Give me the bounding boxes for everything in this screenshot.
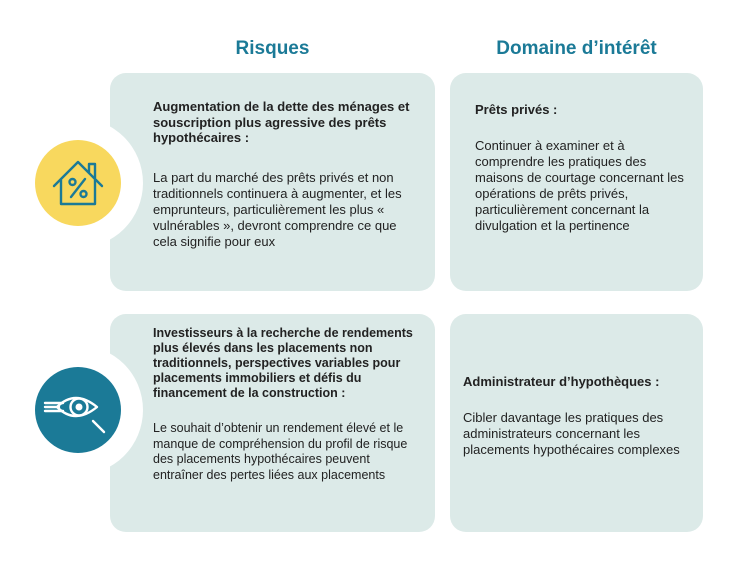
risks-column-header: Risques bbox=[235, 38, 310, 59]
focus-card-2 bbox=[450, 314, 703, 532]
house-percent-icon bbox=[35, 140, 121, 226]
risk-card-1 bbox=[110, 73, 435, 291]
focus-column-header: Domaine d’intérêt bbox=[496, 38, 657, 59]
focus-card-1 bbox=[450, 73, 703, 291]
focus-1-body: Continuer à examiner et à comprendre les pratiques des maisons de courtage concernant les opérations de prêts privés, particulièrement concernant la divulgation et la pertinence bbox=[475, 137, 684, 233]
risk-2-body: Le souhait d’obtenir un rendement élevé et le manque de compréhension du profil de risque des placements hypothécaires peuvent entraîner des pertes liées aux placements bbox=[153, 421, 408, 482]
focus-2-body: Cibler davantage les pratiques des administrateurs concernant les placements hypothécaires complexes bbox=[463, 409, 680, 457]
focus-2-title: Administrateur d’hypothèques : bbox=[463, 374, 660, 389]
risk-1-body: La part du marché des prêts privés et non traditionnels continuera à augmenter, et les emprunteurs, particulièrement les plus « vulnérables », devront comprendre ce que cela signifie pour eux bbox=[153, 169, 402, 249]
eye-magnifier-icon bbox=[35, 367, 121, 453]
risk-card-2 bbox=[110, 314, 435, 532]
risk-2-title: Investisseurs à la recherche de rendements plus élevés dans les placements non traditionnels, perspectives variables pour placements immobiliers et défis du financement de la construction : bbox=[153, 326, 413, 400]
risk-1-title: Augmentation de la dette des ménages et souscription plus agressive des prêts hypothécaires : bbox=[153, 99, 410, 145]
focus-1-title: Prêts privés : bbox=[475, 102, 558, 117]
